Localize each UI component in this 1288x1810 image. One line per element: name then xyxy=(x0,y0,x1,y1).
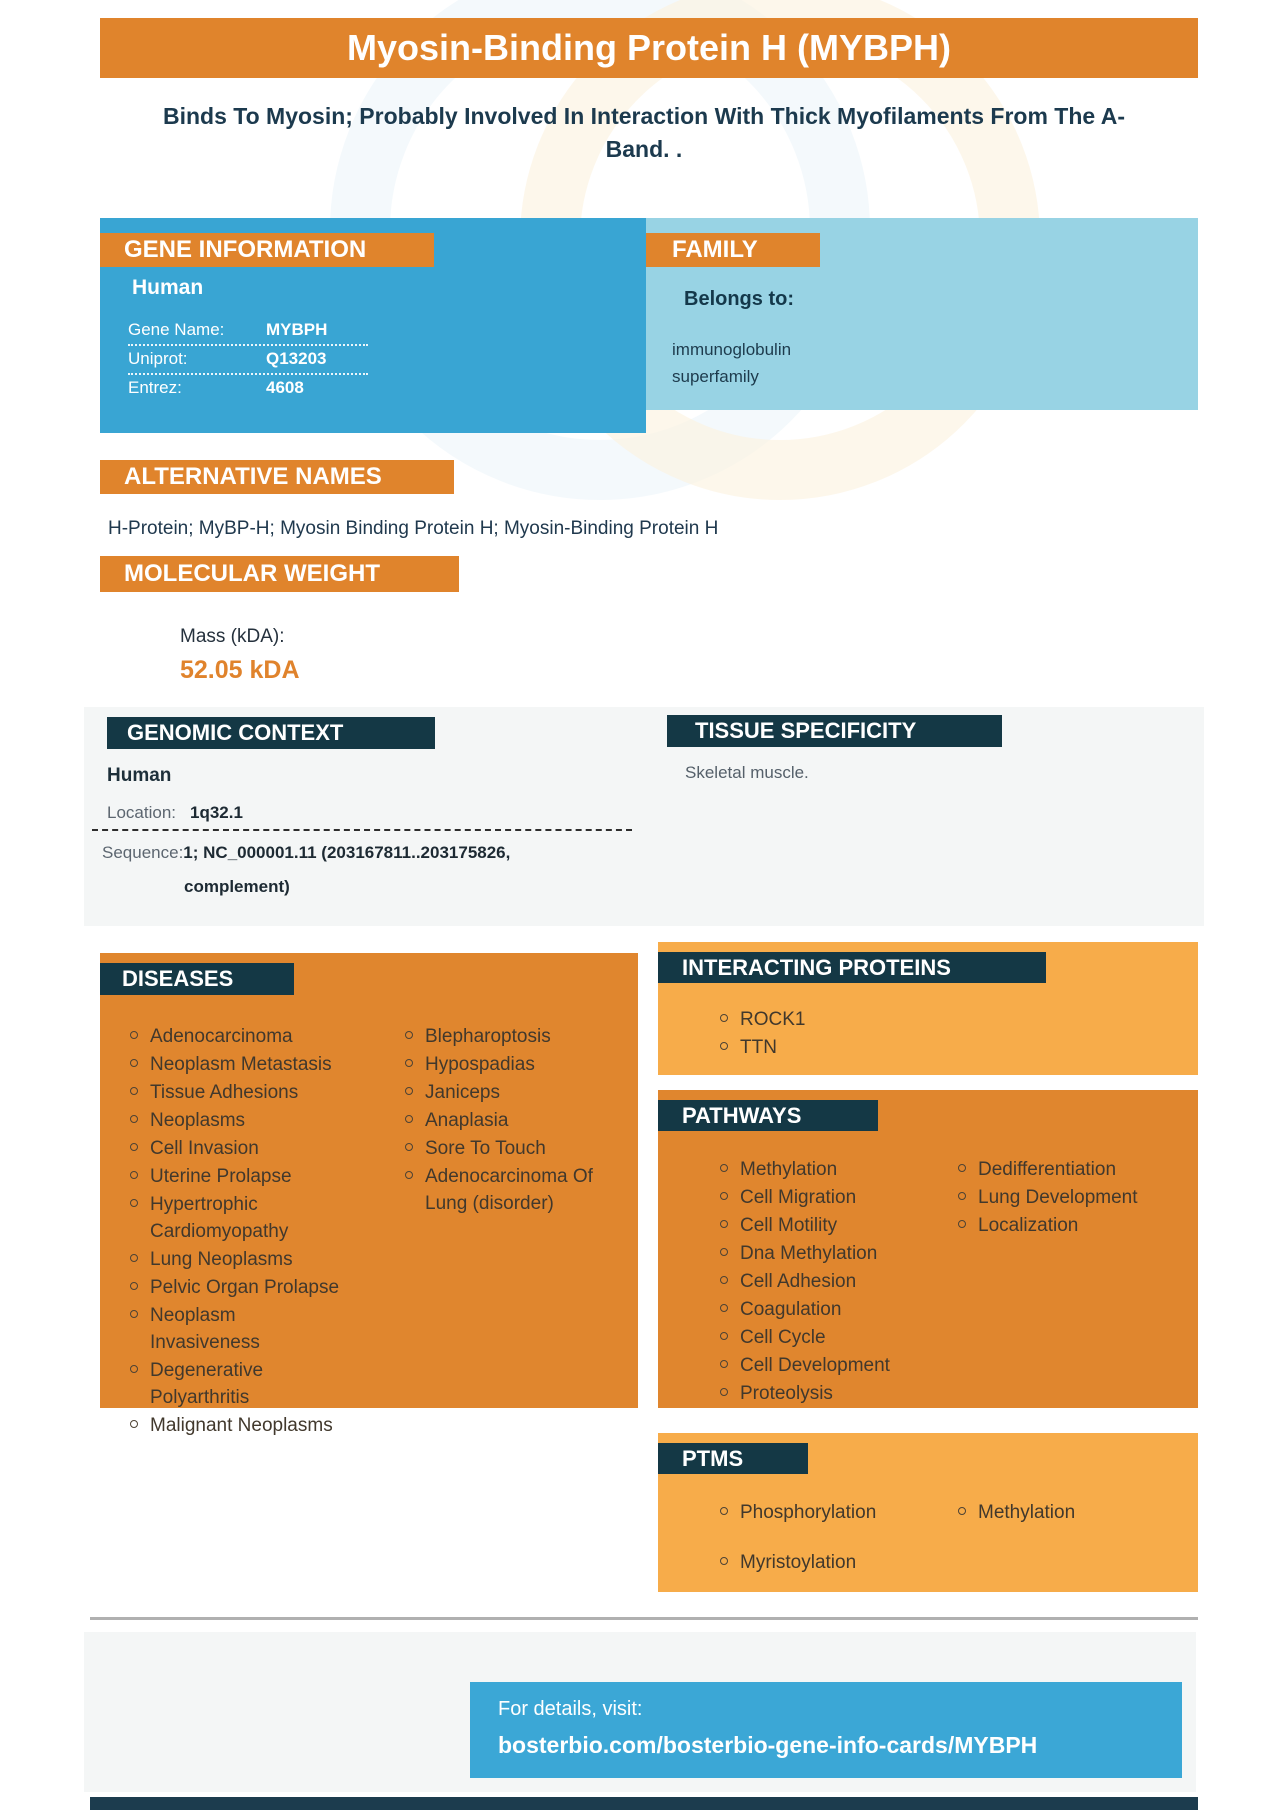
list-item-label: Neoplasm Invasiveness xyxy=(150,1305,260,1353)
list-item-label: Cell Cycle xyxy=(740,1327,826,1348)
diseases-panel xyxy=(100,953,638,1436)
interacting-proteins-header: INTERACTING PROTEINS xyxy=(658,952,1046,983)
list-item xyxy=(130,1163,340,1190)
family-value: immunoglobulin superfamily xyxy=(672,340,792,386)
list-item-label: Anaplasia xyxy=(425,1110,509,1131)
bullet-icon xyxy=(405,1171,413,1179)
sequence-row xyxy=(102,843,510,863)
diseases-list-col1 xyxy=(130,1023,340,1440)
sequence-value-line2: complement) xyxy=(184,877,290,896)
tissue-specificity-header: TISSUE SPECIFICITY xyxy=(667,715,1002,747)
bullet-icon xyxy=(720,1220,728,1228)
footer-callout xyxy=(470,1682,1182,1778)
list-item xyxy=(958,1212,1168,1239)
pathways-list-col2 xyxy=(958,1156,1168,1240)
bullet-icon xyxy=(130,1282,138,1290)
uniprot-row xyxy=(128,349,428,369)
list-item xyxy=(720,1296,930,1323)
list-item-label: Cell Motility xyxy=(740,1215,838,1236)
bullet-icon xyxy=(958,1164,966,1172)
list-item-label: Cell Adhesion xyxy=(740,1271,857,1292)
genomic-context-header: GENOMIC CONTEXT xyxy=(107,717,435,749)
list-item xyxy=(958,1156,1168,1183)
list-item-label: Neoplasms xyxy=(150,1110,246,1131)
list-item xyxy=(958,1184,1168,1211)
bullet-icon xyxy=(958,1220,966,1228)
list-item-label: Methylation xyxy=(740,1159,838,1180)
bullet-icon xyxy=(720,1388,728,1396)
bullet-icon xyxy=(720,1332,728,1340)
bullet-icon xyxy=(720,1304,728,1312)
interacting-proteins-panel xyxy=(658,942,1198,1075)
bullet-icon xyxy=(405,1059,413,1067)
mass-label: Mass (kDA): xyxy=(180,626,285,647)
entrez-value: 4608 xyxy=(266,378,304,397)
entrez-row xyxy=(128,378,428,398)
bullet-icon xyxy=(130,1087,138,1095)
pathways-panel xyxy=(658,1090,1198,1408)
bullet-icon xyxy=(130,1171,138,1179)
alternative-names-header: ALTERNATIVE NAMES xyxy=(100,460,454,494)
list-item-label: Dedifferentiation xyxy=(978,1159,1117,1180)
location-row xyxy=(107,803,243,823)
location-label: Location: xyxy=(107,803,176,822)
list-item-label: Dna Methylation xyxy=(740,1243,878,1264)
page-subtitle: Binds To Myosin; Probably Involved In Interaction With Thick Myofilaments From The A-Band. . xyxy=(162,103,1126,162)
footer-visit-label: For details, visit: xyxy=(498,1698,643,1720)
bullet-icon xyxy=(130,1420,138,1428)
list-item xyxy=(720,1240,930,1267)
list-item xyxy=(720,1006,1020,1033)
list-item xyxy=(720,1380,930,1407)
list-item xyxy=(130,1107,340,1134)
gene-name-row xyxy=(128,320,428,340)
bullet-icon xyxy=(958,1507,966,1515)
list-item-label: Degenerative Polyarthritis xyxy=(150,1360,264,1408)
bullet-icon xyxy=(720,1557,728,1565)
gene-species-label: Human xyxy=(132,276,204,299)
bullet-icon xyxy=(720,1507,728,1515)
list-item-label: Cell Development xyxy=(740,1355,890,1376)
list-item-label: Lung Development xyxy=(978,1187,1138,1208)
list-item-label: Sore To Touch xyxy=(425,1138,546,1159)
bullet-icon xyxy=(720,1276,728,1284)
list-item-label: ROCK1 xyxy=(740,1009,806,1030)
list-item xyxy=(130,1357,340,1411)
mass-value: 52.05 kDA xyxy=(180,656,300,684)
divider-dotted xyxy=(128,344,368,346)
list-item-label: Blepharoptosis xyxy=(425,1026,551,1047)
list-item xyxy=(720,1212,930,1239)
uniprot-label: Uniprot: xyxy=(128,349,188,368)
diseases-header: DISEASES xyxy=(100,963,294,995)
list-item-label: Uterine Prolapse xyxy=(150,1166,292,1187)
ptms-panel xyxy=(658,1433,1198,1592)
list-item-label: Adenocarcinoma xyxy=(150,1026,293,1047)
footer-url-link[interactable]: bosterbio.com/bosterbio-gene-info-cards/MYBPH xyxy=(498,1732,1038,1758)
list-item-label: TTN xyxy=(740,1037,777,1058)
bullet-icon xyxy=(405,1115,413,1123)
bullet-icon xyxy=(720,1360,728,1368)
list-item xyxy=(720,1499,930,1526)
ptms-list-col1 xyxy=(720,1499,930,1599)
list-item-label: Coagulation xyxy=(740,1299,842,1320)
list-item-label: Cell Invasion xyxy=(150,1138,259,1159)
pathways-list-col1 xyxy=(720,1156,930,1408)
list-item xyxy=(405,1079,595,1106)
bullet-icon xyxy=(720,1042,728,1050)
gene-name-value: MYBPH xyxy=(266,320,328,339)
list-item xyxy=(130,1023,340,1050)
gene-name-label: Gene Name: xyxy=(128,320,225,339)
list-item xyxy=(405,1051,595,1078)
list-item-label: Methylation xyxy=(978,1502,1076,1523)
bullet-icon xyxy=(958,1192,966,1200)
list-item-label: Myristoylation xyxy=(740,1552,857,1573)
bullet-icon xyxy=(130,1115,138,1123)
location-value: 1q32.1 xyxy=(190,803,243,822)
genomic-context-panel xyxy=(84,707,1204,926)
gene-information-header: GENE INFORMATION xyxy=(100,233,434,267)
list-item-label: Malignant Neoplasms xyxy=(150,1415,333,1436)
tissue-specificity-value: Skeletal muscle. xyxy=(685,763,809,782)
sequence-value: 1; NC_000001.11 (203167811..203175826, xyxy=(183,843,511,862)
interacting-proteins-list xyxy=(720,1006,1020,1062)
bullet-icon xyxy=(130,1031,138,1039)
bullet-icon xyxy=(720,1248,728,1256)
list-item-label: Phosphorylation xyxy=(740,1502,877,1523)
list-item xyxy=(130,1079,340,1106)
bullet-icon xyxy=(130,1199,138,1207)
list-item-label: Lung Neoplasms xyxy=(150,1249,293,1270)
list-item xyxy=(958,1499,1168,1526)
list-item-label: Pelvic Organ Prolapse xyxy=(150,1277,340,1298)
list-item xyxy=(130,1302,340,1356)
ptms-list-col2 xyxy=(958,1499,1168,1527)
list-item xyxy=(720,1549,930,1576)
bottom-accent-bar xyxy=(90,1797,1198,1810)
list-item xyxy=(720,1268,930,1295)
list-item xyxy=(130,1412,340,1439)
list-item xyxy=(720,1324,930,1351)
family-panel xyxy=(646,218,1198,410)
divider-dashed xyxy=(92,829,632,831)
family-header: FAMILY xyxy=(646,233,820,267)
bullet-icon xyxy=(130,1143,138,1151)
belongs-to-label: Belongs to: xyxy=(684,288,794,310)
list-item xyxy=(130,1191,340,1245)
bullet-icon xyxy=(720,1014,728,1022)
list-item xyxy=(720,1034,1020,1061)
footer-panel xyxy=(84,1632,1196,1792)
bullet-icon xyxy=(130,1365,138,1373)
list-item-label: Localization xyxy=(978,1215,1079,1236)
list-item-label: Hypertrophic Cardiomyopathy xyxy=(150,1194,289,1242)
list-item-label: Janiceps xyxy=(425,1082,500,1103)
bullet-icon xyxy=(130,1310,138,1318)
sequence-label: Sequence: xyxy=(102,843,184,862)
list-item xyxy=(130,1246,340,1273)
list-item xyxy=(405,1023,595,1050)
list-item xyxy=(130,1051,340,1078)
list-item-label: Tissue Adhesions xyxy=(150,1082,299,1103)
alternative-names-value: H-Protein; MyBP-H; Myosin Binding Protein H; Myosin-Binding Protein H xyxy=(108,518,719,539)
list-item xyxy=(720,1352,930,1379)
bullet-icon xyxy=(405,1087,413,1095)
list-item-label: Cell Migration xyxy=(740,1187,857,1208)
list-item xyxy=(405,1107,595,1134)
bullet-icon xyxy=(130,1059,138,1067)
list-item xyxy=(720,1156,930,1183)
pathways-header: PATHWAYS xyxy=(658,1100,878,1131)
bullet-icon xyxy=(405,1031,413,1039)
gene-information-panel xyxy=(100,218,646,433)
list-item xyxy=(130,1135,340,1162)
page-title: Myosin-Binding Protein H (MYBPH) xyxy=(347,27,951,68)
divider-dotted xyxy=(128,373,368,375)
bullet-icon xyxy=(130,1254,138,1262)
title-banner xyxy=(100,18,1198,78)
uniprot-value: Q13203 xyxy=(266,349,327,368)
bullet-icon xyxy=(720,1192,728,1200)
bullet-icon xyxy=(405,1143,413,1151)
list-item xyxy=(405,1163,595,1217)
footer-divider xyxy=(90,1617,1198,1620)
bullet-icon xyxy=(720,1164,728,1172)
list-item xyxy=(405,1135,595,1162)
molecular-weight-header: MOLECULAR WEIGHT xyxy=(100,556,459,592)
list-item xyxy=(130,1274,340,1301)
list-item-label: Neoplasm Metastasis xyxy=(150,1054,332,1075)
genomic-species-label: Human xyxy=(107,765,172,786)
list-item-label: Adenocarcinoma Of Lung (disorder) xyxy=(425,1166,593,1214)
list-item-label: Hypospadias xyxy=(425,1054,535,1075)
entrez-label: Entrez: xyxy=(128,378,182,397)
list-item-label: Proteolysis xyxy=(740,1383,833,1404)
list-item xyxy=(720,1184,930,1211)
diseases-list-col2 xyxy=(405,1023,595,1218)
ptms-header: PTMS xyxy=(658,1443,808,1474)
